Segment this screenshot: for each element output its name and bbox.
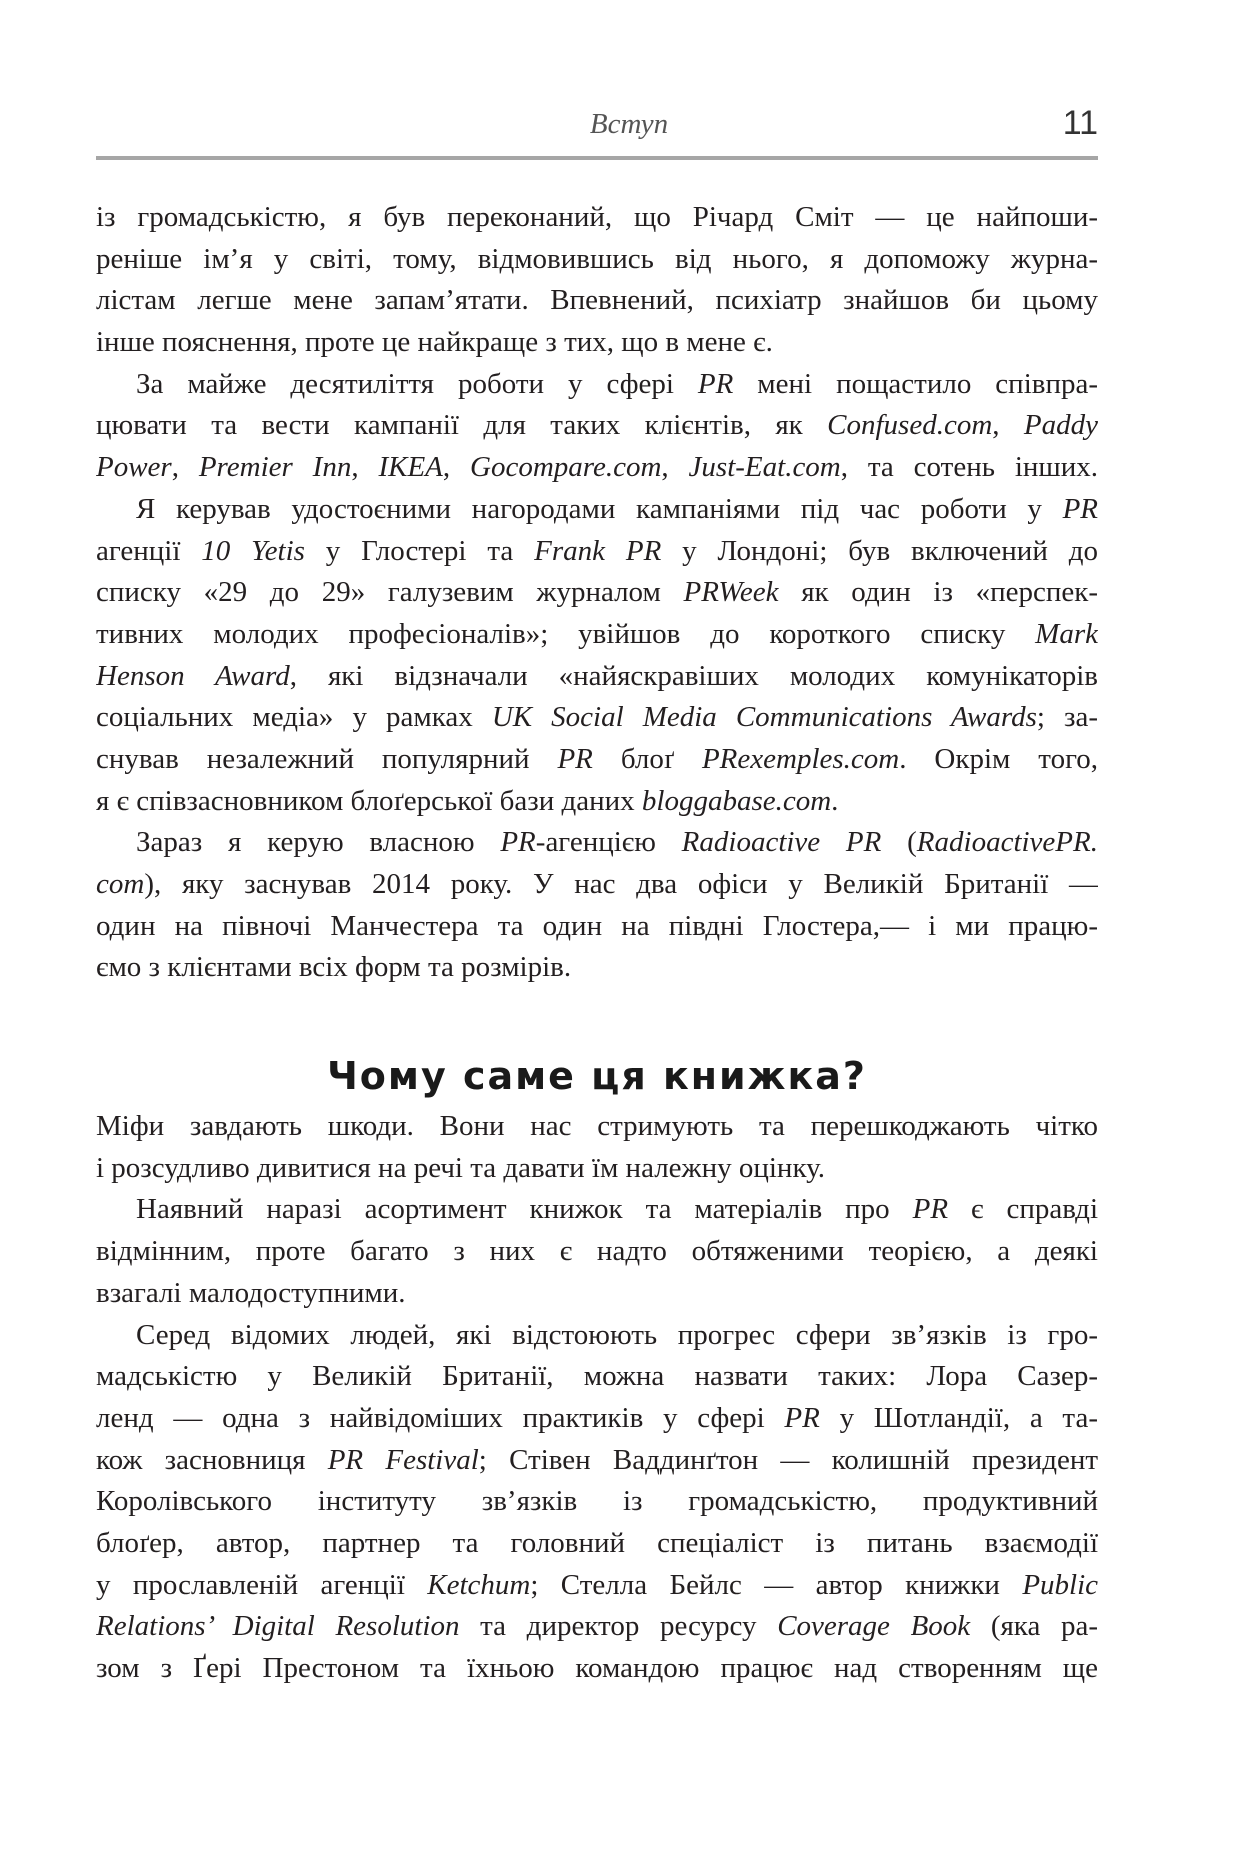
text-run: Королівського інституту зв’язків із громадськістю, продуктивний (96, 1485, 1098, 1518)
italic-text: com (96, 868, 145, 900)
text-run: ; Стелла Бейлс — автор книжки (530, 1568, 1023, 1601)
text-run: блоґер, автор, партнер та головний спеціаліст із питань взаємодії (96, 1526, 1098, 1559)
italic-text: 10 Yetis (201, 534, 305, 567)
italic-text: Premier Inn (198, 451, 352, 484)
italic-text: Power (96, 451, 172, 484)
text-line (96, 1606, 1098, 1648)
italic-text: PR (697, 367, 734, 400)
text-run: кож засновниця (96, 1443, 328, 1476)
text-run: -агенцією (535, 826, 682, 859)
text-line (96, 197, 1098, 239)
text-run: цювати та вести кампанії для таких клієнтів, як (96, 409, 828, 442)
italic-text: Radioactive PR (681, 826, 882, 859)
text-run: взагалі малодоступними. (96, 1276, 406, 1309)
italic-text: PR (500, 826, 536, 859)
text-run: агенції (96, 534, 202, 567)
text-run: зом з Ґері Престоном та їхньою командою працює над створенням ще (96, 1652, 1098, 1684)
text-run: у Глостері та (304, 534, 535, 567)
text-run: Зараз я керую власною (136, 826, 501, 859)
italic-text: PR (784, 1401, 820, 1434)
intro-text (96, 197, 1098, 989)
italic-text: Ketchum (427, 1568, 531, 1601)
text-line (96, 322, 1098, 364)
text-line (96, 405, 1098, 447)
italic-text: RadioactivePR. (916, 826, 1098, 859)
text-line (96, 1523, 1098, 1565)
text-line (96, 1565, 1098, 1607)
text-line (96, 447, 1098, 489)
text-line (96, 822, 1098, 864)
text-run: , (351, 451, 379, 484)
text-line (96, 1273, 1098, 1315)
text-run: у Лондоні; був включений до (661, 534, 1098, 567)
italic-text: bloggabase.com (641, 784, 832, 817)
text-run: ( (881, 826, 917, 859)
text-line (96, 1189, 1098, 1231)
italic-text: IKEA (378, 451, 443, 484)
italic-text: UK Social Media Communications Awards (491, 701, 1037, 734)
text-line (96, 239, 1098, 281)
text-run: , (661, 451, 689, 484)
text-run: Серед відомих людей, які відстоюють прогрес сфери зв’язків із гро- (136, 1318, 1098, 1351)
text-line (96, 697, 1098, 739)
text-run: тивних молодих професіоналів»; увійшов до короткого списку (96, 617, 1036, 650)
italic-text: Gocompare.com (470, 451, 662, 484)
italic-text: PR (1062, 492, 1098, 525)
text-line (96, 1231, 1098, 1273)
text-run: , (992, 409, 1024, 442)
text-line (96, 614, 1098, 656)
text-run: , та сотень інших. (840, 451, 1098, 484)
italic-text: Coverage Book (777, 1610, 971, 1643)
text-line (96, 1648, 1098, 1690)
text-run: є справді (948, 1193, 1098, 1226)
text-line (96, 656, 1098, 698)
text-run: (яка ра- (970, 1610, 1098, 1643)
text-line (96, 781, 1098, 823)
text-run: . (831, 784, 839, 817)
text-run: ; за- (1036, 701, 1098, 734)
text-run: у прославленій агенції (96, 1568, 428, 1601)
text-line (96, 906, 1098, 948)
italic-text: PR (912, 1193, 949, 1226)
text-run: інше пояснення, проте це найкраще з тих, що в мене є. (96, 326, 773, 359)
italic-text: PRWeek (683, 576, 779, 609)
text-line (96, 1398, 1098, 1440)
text-run: За майже десятиліття роботи у сфері (136, 367, 698, 400)
text-run: соціальних медіа» у рамках (96, 701, 492, 734)
text-run: відмінним, проте багато з них є надто обтяженими теорією, а деякі (96, 1235, 1098, 1268)
text-run: мадськістю у Великій Британії, можна назвати таких: Лора Сазер- (96, 1360, 1098, 1393)
text-run: мені пощастило співпра- (733, 367, 1098, 400)
text-run: , (171, 451, 199, 484)
text-line (96, 364, 1098, 406)
italic-text: Relations’ Digital Resolution (96, 1610, 460, 1643)
header-rule (96, 156, 1098, 160)
text-line (96, 572, 1098, 614)
text-line (96, 1440, 1098, 1482)
section-text (96, 1106, 1098, 1690)
text-run: один на півночі Манчестера та один на півдні Глостера,— і ми працю- (96, 909, 1098, 942)
text-line (96, 1481, 1098, 1523)
text-line (96, 280, 1098, 322)
text-run: і розсудливо дивитися на речі та давати їм належну оцінку. (96, 1151, 825, 1184)
text-line (96, 489, 1098, 531)
text-run: та директор ресурсу (459, 1610, 778, 1643)
text-run: Я керував удостоєними нагородами кампаніями під час роботи у (136, 492, 1063, 525)
text-line (96, 531, 1098, 573)
italic-text: Paddy (1023, 409, 1098, 442)
text-run: Наявний наразі асортимент книжок та матеріалів про (136, 1193, 913, 1226)
italic-text: Henson Award (96, 659, 290, 692)
text-run: снував незалежний популярний (96, 742, 558, 775)
text-run: ємо з клієнтами всіх форм та розмірів. (96, 951, 572, 984)
text-run: лістам легше мене запам’ятати. Впевнений, психіатр знайшов би цьому (96, 284, 1098, 317)
text-run: , (442, 451, 471, 484)
italic-text: Frank PR (534, 534, 662, 567)
italic-text: PR (557, 742, 593, 775)
text-run: у Шотландії, а та- (819, 1401, 1098, 1434)
text-run: реніше ім’я у світі, тому, відмовившись від нього, я допоможу журна- (96, 242, 1098, 275)
section-heading: Чому саме ця книжка? (327, 1054, 867, 1099)
text-line (96, 947, 1098, 989)
text-line (96, 1315, 1098, 1357)
italic-text: Confused.com (827, 409, 993, 442)
italic-text: Just-Eat.com (688, 451, 841, 484)
text-line (96, 1106, 1098, 1148)
italic-text: PR Festival (327, 1443, 479, 1476)
italic-text: Public (1022, 1568, 1098, 1601)
text-run: , які відзначали «найяскравіших молодих комунікаторів (289, 659, 1098, 692)
text-run: . Окрім того, (899, 742, 1098, 775)
running-header-title: Вступ (589, 108, 669, 140)
text-run: із громадськістю, я був переконаний, що Річард Сміт — це найпоши- (96, 201, 1098, 233)
page-body (96, 197, 1098, 1690)
text-run: я є співзасновником блоґерської бази даних (96, 784, 642, 817)
italic-text: Mark (1035, 617, 1098, 650)
text-line (96, 739, 1098, 781)
text-run: ; Стівен Ваддинґтон — колишній президент (478, 1443, 1098, 1476)
text-run: ), яку заснував 2014 року. У нас два офіси у Великій Британії — (144, 868, 1098, 900)
text-run: блоґ (592, 742, 702, 775)
text-run: як один із «перспек- (778, 576, 1098, 609)
italic-text: PRexemples.com (701, 742, 900, 775)
text-line (96, 864, 1098, 906)
page-number: 11 (1062, 104, 1098, 142)
text-run: Міфи завдають шкоди. Вони нас стримують та перешкоджають чітко (96, 1110, 1098, 1143)
text-line (96, 1356, 1098, 1398)
text-line (96, 1148, 1098, 1190)
text-run: ленд — одна з найвідоміших практиків у сфері (96, 1401, 785, 1434)
text-run: списку «29 до 29» галузевим журналом (96, 576, 684, 609)
